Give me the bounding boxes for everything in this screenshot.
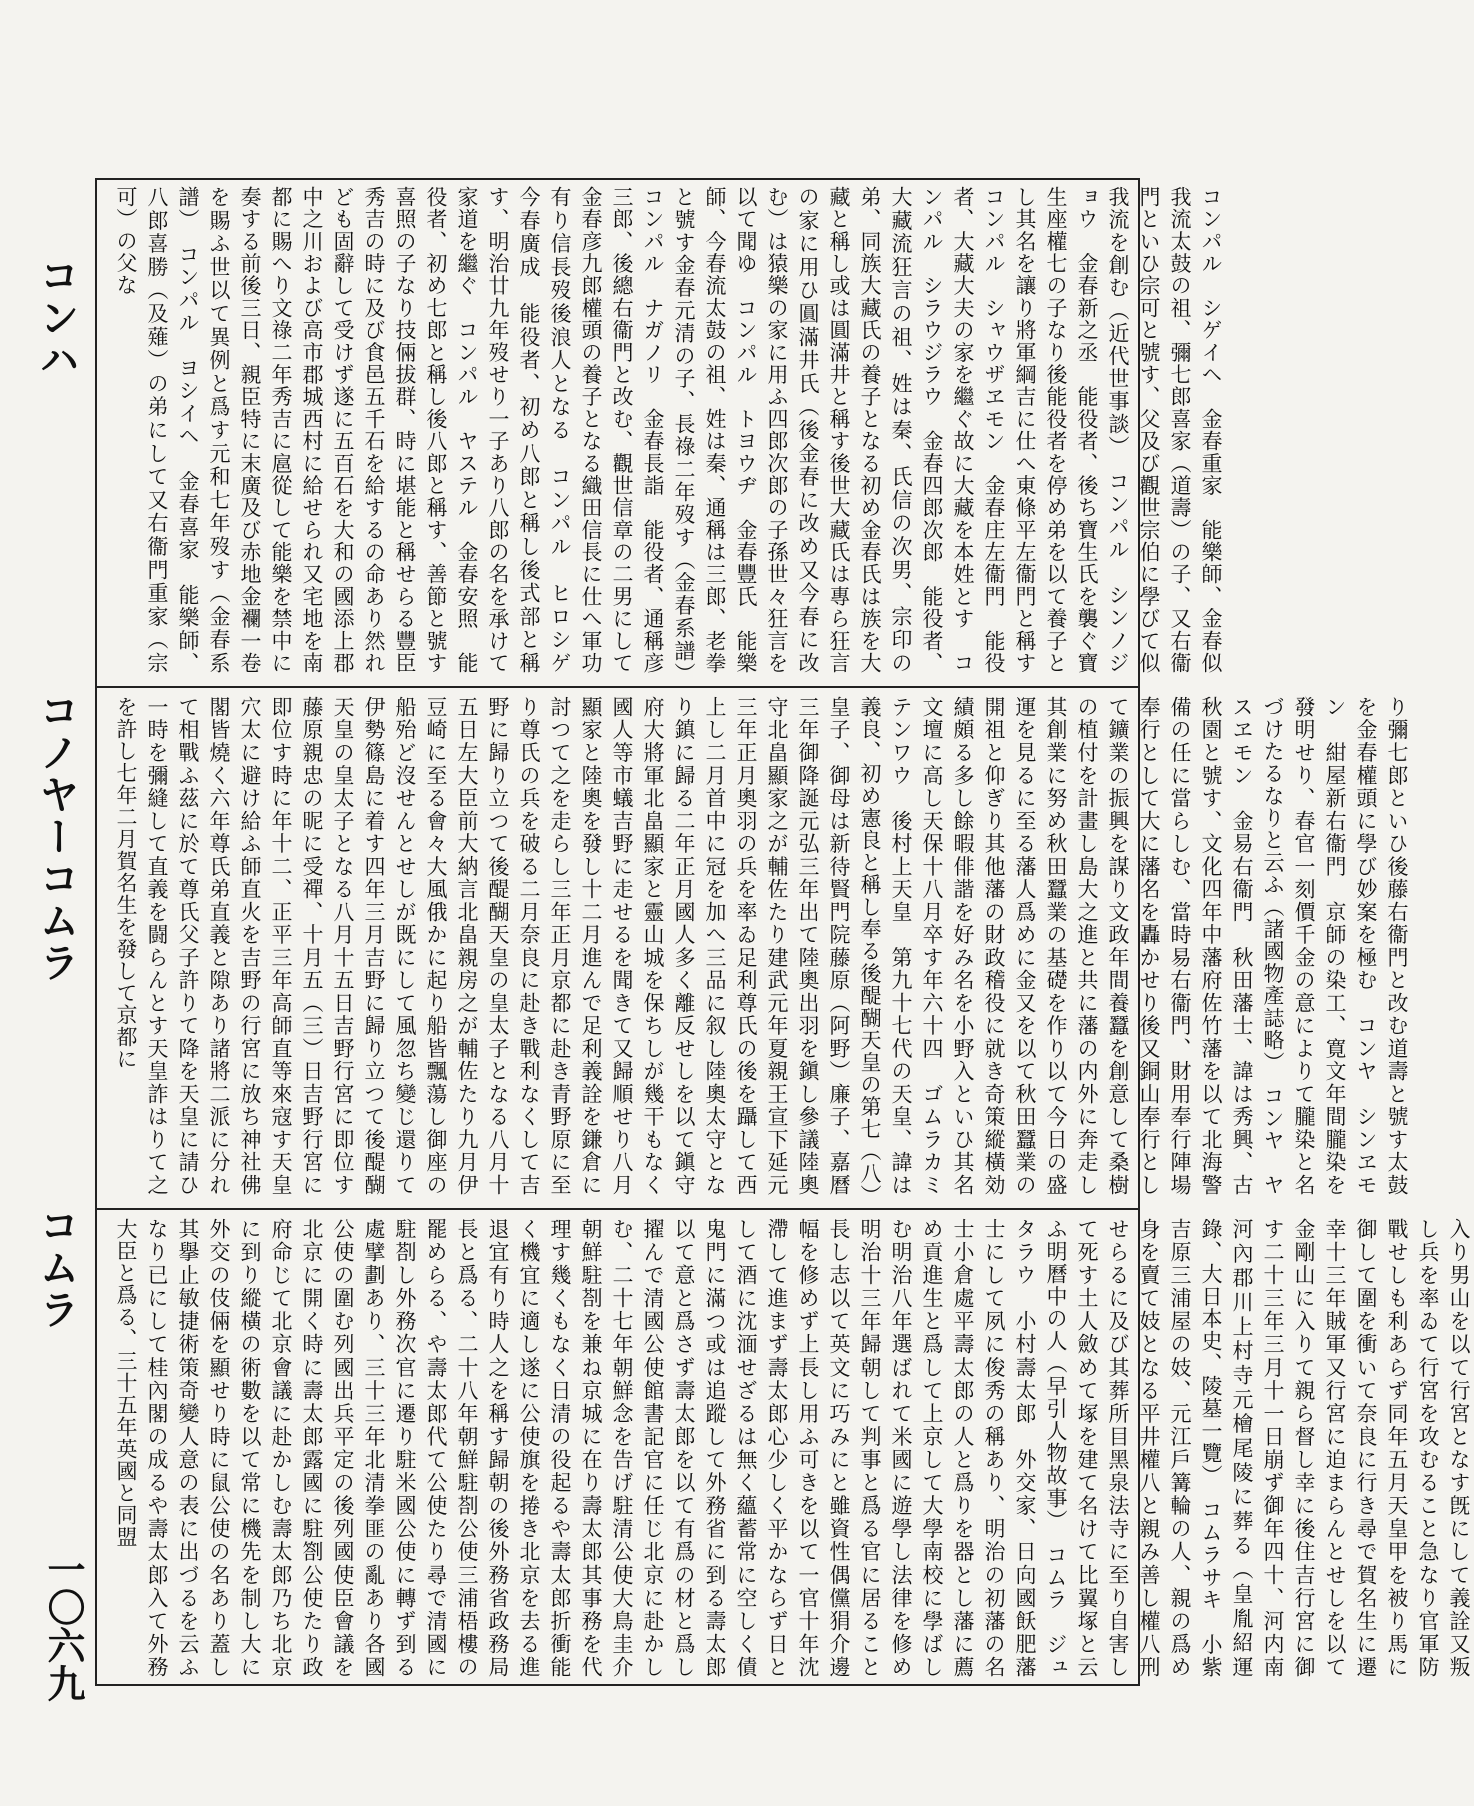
band-divider-2 bbox=[95, 1208, 1140, 1210]
band-divider-1 bbox=[95, 686, 1140, 688]
running-header-3: コムラ bbox=[33, 1205, 79, 1331]
band-text: コンパル シゲイヘ 金春重家 能樂師、金春似我流太鼓の祖、彌七郎喜家（道壽）の子、又右衞門といひ宗可と號す、父及び觀世宗伯に學びて似我流を創む（近代世事談） コンパル シンノジョウ 金春新之丞 能役者、後ち寶生氏を襲ぐ寶生座權七の子なり後能役者を停め弟を以て養子とし其名を讓り將軍綱吉に仕へ東條平左衞門と稱す コンパル シャウザヱモン 金春庄左衞門 能役者、大藏大夫の家を繼ぐ故に大藏を本姓とす コンパル シラウジラウ 金春四郎次郎 能役者、大藏流狂言の祖、姓は秦、氏信の次男、宗印の弟、同族大藏氏の養子となる初め金春氏は族を大藏と稱し或は圓滿井と稱す後世大藏氏は專ら狂言の家に用ひ圓滿井氏（後金春に改め又今春に改む）は猿樂の家に用ふ四郎次郎の子孫世々狂言を以て聞ゆ コンパル トヨウヂ 金春豐氏 能樂師、今春流太鼓の祖、姓は秦、通稱は三郎、老拳と號す金春元清の子、長祿二年歿す（金春系譜） コンパル ナガノリ 金春長詣 能役者、通稱彦三郎、後總右衞門と改む、觀世信章の二男にして金春彦九郎權頭の養子となる織田信長に仕へ軍功有り信長歿後浪人となる コンパル ヒロシゲ 今春廣成 能役者、初め八郎と稱し後式部と稱す、明治廿九年歿せり一子あり八郎の名を承けて家道を繼ぐ コンパル ヤステル 金春安照 能役者、初め七郎と稱し後八郎と稱す、善節と號す喜照の子なり技倆拔群、時に堪能と稱せらる豐臣秀吉の時に及び食邑五千石を給するの命あり然れども固辭して受けず遂に五百石を大和の國添上郡中之川および高市郡城西村に給せられ又宅地を南都に賜へり文祿二年秀吉に扈從して能樂を禁中に奏する前後三日、親臣特に末廣及び赤地金襴一卷を賜ふ世以て異例と爲す元和七年歿す（金春系譜） コンパル ヨシイヘ 金春喜家 能樂師、八郎喜勝（及薙）の弟にして又右衞門重家（宗可）の父な bbox=[114, 186, 1223, 696]
band-text: り彌七郎といひ後藤右衞門と改む道壽と號す太鼓を金春權頭に學び妙案を極む コンヤ シンヱモン 紺屋新右衞門 京師の染工、寛文年間朧染を發明せり、春官一刻價千金の意によりて朧染と名づけたるなりと云ふ（諸國物產誌略） コンヤ ヤスヱモン 金易右衞門 秋田藩士、諱は秀興、古秋園と號す、文化四年中藩府佐竹藩を以て北海警備の任に當らしむ、當時易右衞門、財用奉行陣場奉行として大に藩名を轟かせり後又銅山奉行として鑛業の振興を謀り文政年間養蠶を創意して桑樹の植付を計畫し島大之進と共に藩の内外に奔走し其創業に努め秋田蠶業の基礎を作り以て今日の盛運を見るに至る藩人爲めに金又を以て秋田蠶業の開祖と仰ぎり其他藩の財政稽役に就き奇策縱橫効績頗る多し餘暇俳諧を好み名を小野入といひ其名文壇に高し天保十八月卒す年六十四 ゴムラカミテンワウ 後村上天皇 第九十七代の天皇、諱は義良、初め憲良と稱し奉る後醍醐天皇の第七（八）皇子、御母は新待賢門院藤原（阿野）廉子、嘉曆三年御降誕元弘三年出て陸奧出羽を鎭し參議陸奧守北畠顯家之が輔佐たり建武元年夏親王宣下延元三年正月奧羽の兵を率ゐ足利尊氏の後を躡して西上し二月首中に冠を加へ三品に叙し陸奧太守となり鎮に歸る二年正月國人多く離反せしを以て鎭守府大將軍北畠顯家と靈山城を保ちしが幾干もなく國人等市蟻吉野に走せるを聞きて又歸順せり八月顯家と陸奧を發し十二月進んで足利義詮を鎌倉に討つて之を走らし三年正月京都に赴き青野原に至り尊氏の兵を破る二月奈良に赴き戰利なくして吉野に歸り立つて後醍醐天皇の皇太子となる八月十五日左大臣前大納言北畠親房之が輔佐たり九月伊豆崎に至る會々大風俄かに起り船皆飄蕩し御座の船殆ど沒せんとせしが既にして風忽ち變じ還りて伊勢篠島に着す四年三月吉野に歸り立つて後醍醐天皇の皇太子となる八月十五日吉野行宮に即位す藤原親忠の昵に受禪、十月五（三）日吉野行宮に即位す時に年十二、正平三年高師直等來寇す天皇穴太に避け給ふ師直火を吉野の行宮に放ち神社佛閣皆燒く六年尊氏弟直義と隙あり諸將二派に分れて相戰ふ茲に於て尊氏父子許りて降を天皇に請ひ一時を彌縫して直義を闘らんとす天皇詐はりて之を許し七年二月賀名生を發して京都に bbox=[114, 696, 1409, 1196]
text-band-bottom bbox=[110, 1218, 1471, 1700]
text-band-middle bbox=[110, 696, 1409, 1196]
page-number: 一〇六九 bbox=[41, 1550, 85, 1702]
band-text: 入り男山を以て行宮となす旣にして義詮又叛し兵を率ゐて行宮を攻むること急なり官軍防戰せしも利あらず同年五月天皇甲を被り馬に御して圍を衝いて奈良に行き尋で賀名生に遷幸十三年賊軍又行宮に迫まらんとせしを以て金剛山に入りて親ら督し幸に後住吉行宮に御す二十三年三月十一日崩ず御年四十、河内南河內郡川上村寺元檜尾陵に葬る（皇胤紹運錄、大日本史、陵墓一覽） コムラサキ 小紫 吉原三浦屋の妓、元江戶篝輪の人、親の爲め身を賣て妓となる平井權八と親み善し權八刑せらるに及び其葬所目黑泉法寺に至り自害して死す土人斂めて塚を建て名けて比翼塚と云ふ明曆中の人（早引人物故事） コムラ ジュタラウ 小村壽太郎 外交家、日向國飫肥藩士にして夙に俊秀の稱あり、明治の初藩の名士小倉處平壽太郎の人と爲りを器とし藩に薦め貢進生と爲して上京して大學南校に學ばしむ明治八年選ばれて米國に遊學し法律を修め明治十三年歸朝して判事と爲る官に居ること長し志以て英文に巧みにと雖資性偶儻狷介邊幅を修めず上長し用ふ可きを以て一官十年沈滯して進まず壽太郎心少しく平かならず日として酒に沈湎せざるは無く蘊蓄常に空しく債鬼門に滿つ或は追蹤して外務省に到る壽太郎以て意と爲さず壽太郎を以て有爲の材と爲し擢んで清國公使館書記官に任じ北京に赴かしむ、二十七年朝鮮念を告げ駐清公使大鳥圭介朝鮮駐剳を兼ね京城に在り壽太郎其事務を代理す幾くもなく日清の役起るや壽太郎折衝能く機宜に適し遂に公使旗を捲き北京を去る進退宜有り時人之を稱す歸朝の後外務省政務局長と爲る、二十八年朝鮮駐剳公使三浦梧樓の罷めらる、や壽太郎代て公使たり尋で清國に駐剳し外務次官に遷り駐米國公使に轉ず到る處擘劃あり、三十三年北清拳匪の亂あり各國公使の圍む列國出兵平定の後列國使臣會議を北京に開く時に壽太郎露國に駐劄公使たり政府命じて北京會議に赴かしむ壽太郎乃ち北京に到り縱橫の術數を以て常に機先を制し大に外交の伎倆を顯せり時に鼠公使の名あり蓋し其擧止敏捷術策奇變人意の表に出づるを云ふなり已にして桂內閣の成るや壽太郎入て外務大臣と爲る、三十五年英國と同盟 bbox=[114, 1218, 1471, 1700]
text-band-top bbox=[110, 186, 1223, 696]
running-header-2: コノヤーコムラ bbox=[33, 690, 79, 984]
running-header-1: コンハ bbox=[33, 255, 79, 381]
